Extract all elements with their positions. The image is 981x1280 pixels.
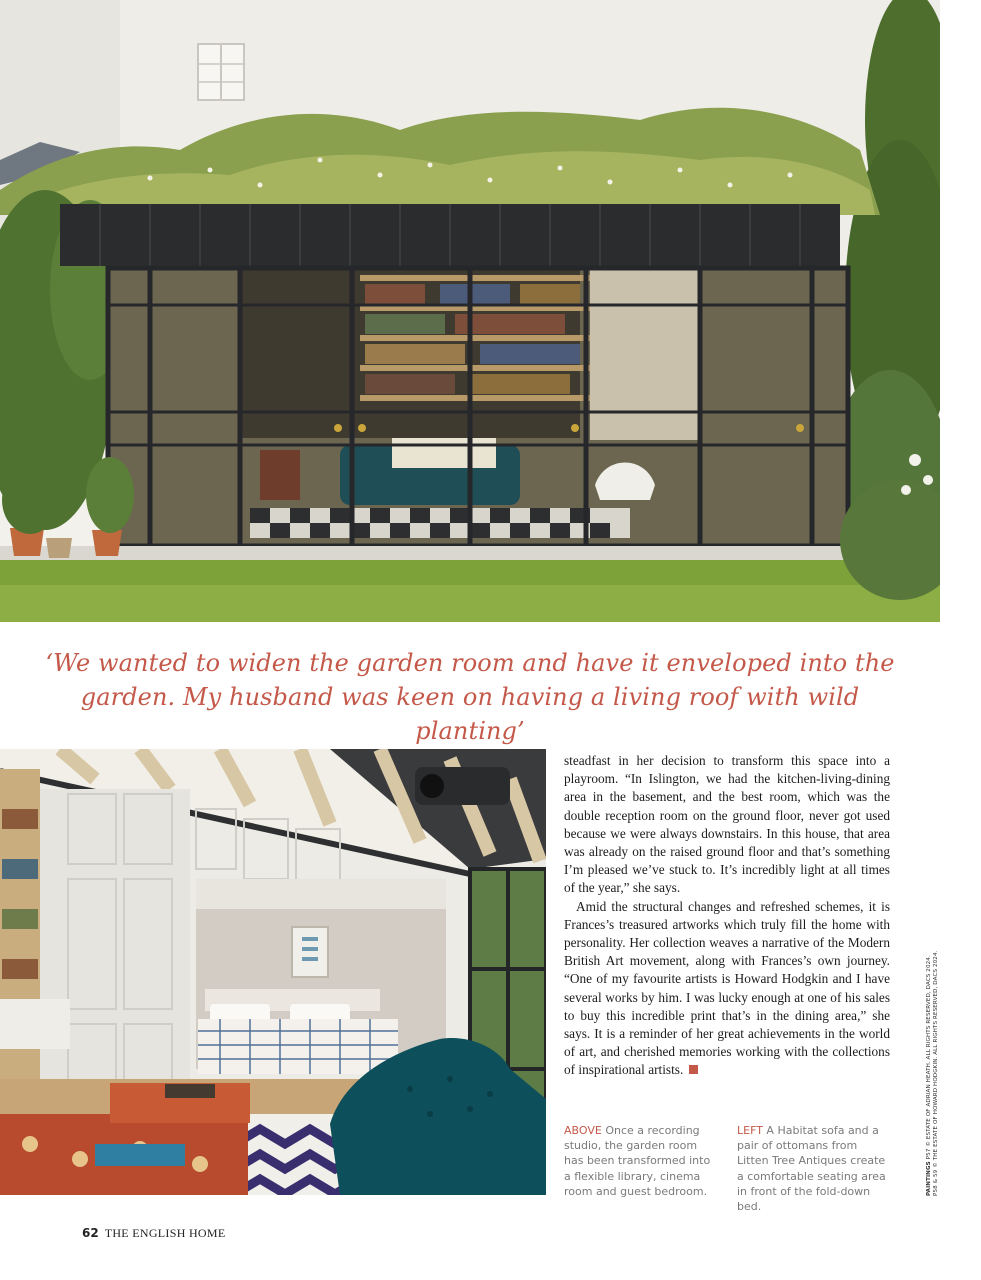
page-number: 62 — [82, 1226, 99, 1240]
caption-above-lead: ABOVE — [564, 1124, 602, 1137]
magazine-title: THE ENGLISH HOME — [104, 1226, 226, 1240]
body-paragraph-1: steadfast in her decision to transform this space into a playroom. “In Islington, we had the kitchen-living-dining area in the basement, and the best room, which was the double reception room on the ground floor, never got used because we were always downstairs. In this house, that area was already on the raised ground floor and that’s something I’m pleased we’ve stuck to. It’s incredibly light at all times of the year,” she says. — [564, 753, 890, 896]
image-credit — [926, 896, 940, 1196]
garden-room-photo — [0, 0, 940, 622]
pull-quote: ‘We wanted to widen the garden room and have it enveloped into the garden. My husband was keen on having a living roof with wild planting’ — [45, 649, 895, 745]
caption-left-lead: LEFT — [737, 1124, 763, 1137]
credit-label: PAINTINGS — [926, 1161, 932, 1196]
garden-room-interior-photo — [0, 749, 546, 1195]
credit-line-1 — [926, 896, 933, 1196]
page-footer — [82, 1226, 226, 1241]
caption-left — [737, 1123, 887, 1214]
end-of-article-square-icon — [689, 1065, 698, 1074]
credit-line-1-text: P57 © ESTATE OF ADRIAN HEATH. ALL RIGHTS RESERVED, DACS 2024. — [926, 955, 932, 1162]
body-paragraph-2-text: Amid the structural changes and refreshed schemes, it is Frances’s treasured artworks which truly fill the home with personality. Her collection weaves a narrative of the Modern British Art movement, along with Frances’s own journey. “One of my favourite artists is Howard Hodgkin and I have several works by him. I was lucky enough at one of his sales to buy this incredible print that’s in the dining area,” she says. It is a reminder of her great achievements in the world of art, and cherished memories working with the collections of inspirational artists. — [564, 898, 890, 1078]
article-body — [564, 752, 890, 1080]
caption-left-text: A Habitat sofa and a pair of ottomans from Litten Tree Antiques create a comfortable seating area in front of the fold-down bed. — [737, 1124, 886, 1214]
caption-above — [564, 1123, 714, 1199]
body-paragraph-2 — [564, 898, 890, 1080]
credit-line-2: P58 & 59 © THE ESTATE OF HOWARD HODGKIN. ALL RIGHTS RESERVED, DACS 2024. — [933, 950, 939, 1196]
caption-above-text: Once a recording studio, the garden room has been transformed into a flexible library, cinema room and guest bedroom. — [564, 1124, 711, 1198]
